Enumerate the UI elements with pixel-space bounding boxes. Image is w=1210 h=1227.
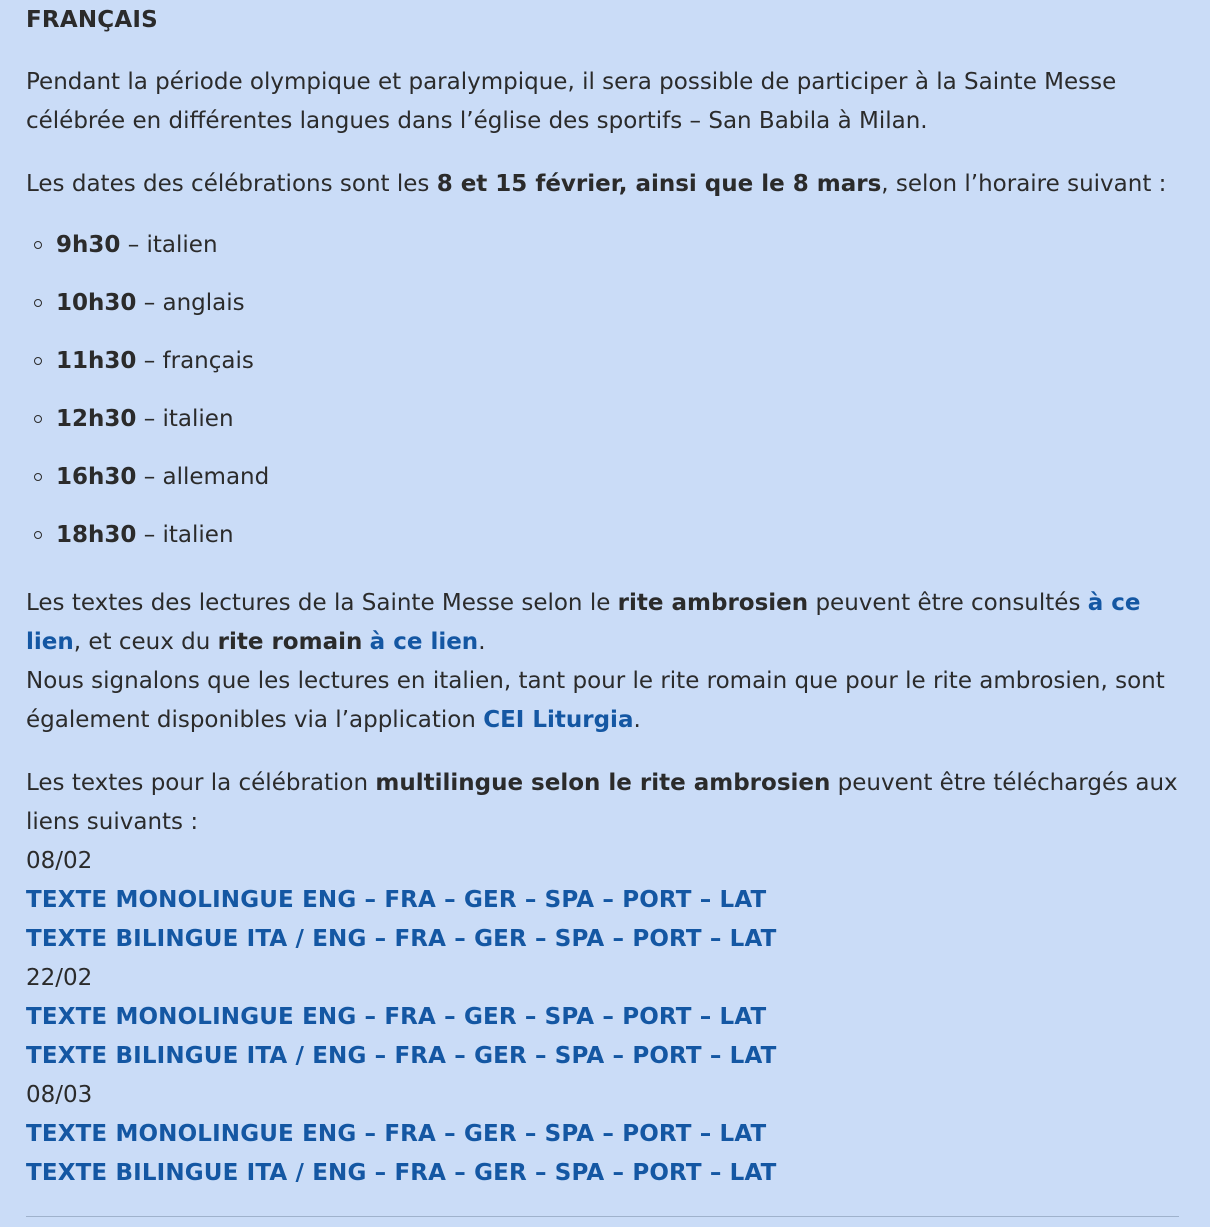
monolingual-text-link[interactable]: TEXTE MONOLINGUE ENG – FRA – GER – SPA – PORT – LAT [26, 887, 767, 913]
readings-text: . [478, 629, 486, 655]
schedule-language: – italien [136, 522, 234, 548]
download-date: 08/02 [26, 848, 93, 874]
circle-bullet-icon [34, 241, 42, 249]
bilingual-text-link[interactable]: TEXTE BILINGUE ITA / ENG – FRA – GER – SPA – PORT – LAT [26, 1160, 777, 1186]
readings-text: peuvent être consultés [808, 590, 1088, 616]
circle-bullet-icon [34, 531, 42, 539]
readings-text: Nous signalons que les lectures en italien, tant pour le rite romain que pour le rite ambrosien, sont également disponibles via l’application [26, 668, 1165, 733]
roman-readings-link[interactable]: à ce lien [369, 629, 479, 655]
readings-paragraph [26, 584, 1186, 740]
schedule-language: – anglais [136, 290, 245, 316]
circle-bullet-icon [34, 357, 42, 365]
dates-suffix: , selon l’horaire suivant : [881, 171, 1167, 197]
schedule-time: 10h30 [56, 290, 137, 316]
multilingual-text: peuvent être téléchargés aux liens suivants : [26, 770, 1178, 835]
bilingual-text-link[interactable]: TEXTE BILINGUE ITA / ENG – FRA – GER – SPA – PORT – LAT [26, 1043, 777, 1069]
bilingual-text-link[interactable]: TEXTE BILINGUE ITA / ENG – FRA – GER – SPA – PORT – LAT [26, 926, 777, 952]
monolingual-text-link[interactable]: TEXTE MONOLINGUE ENG – FRA – GER – SPA – PORT – LAT [26, 1004, 767, 1030]
multilingual-text: Les textes pour la célébration [26, 770, 376, 796]
readings-text: . [633, 707, 641, 733]
schedule-language: – français [136, 348, 254, 374]
circle-bullet-icon [34, 415, 42, 423]
circle-bullet-icon [34, 299, 42, 307]
download-date: 22/02 [26, 965, 93, 991]
schedule-time: 9h30 [56, 232, 121, 258]
schedule-item [26, 226, 1186, 284]
ambrosian-readings-link[interactable]: à ce lien [26, 590, 1141, 655]
readings-text: , et ceux du [73, 629, 218, 655]
downloads-paragraph [26, 764, 1186, 1193]
roman-rite-label: rite romain [217, 629, 363, 655]
mass-schedule-list [26, 226, 1186, 574]
schedule-item [26, 458, 1186, 516]
readings-text [362, 629, 369, 655]
section-divider [26, 1216, 1179, 1217]
readings-text: Les textes des lectures de la Sainte Messe selon le [26, 590, 618, 616]
schedule-item [26, 400, 1186, 458]
schedule-time: 16h30 [56, 464, 137, 490]
dates-paragraph [26, 165, 1186, 204]
schedule-language: – italien [120, 232, 218, 258]
schedule-language: – allemand [136, 464, 270, 490]
schedule-time: 12h30 [56, 406, 137, 432]
section-heading: FRANÇAIS [26, 7, 158, 33]
monolingual-text-link[interactable]: TEXTE MONOLINGUE ENG – FRA – GER – SPA – PORT – LAT [26, 1121, 767, 1147]
download-date: 08/03 [26, 1082, 93, 1108]
schedule-time: 18h30 [56, 522, 137, 548]
schedule-time: 11h30 [56, 348, 137, 374]
dates-prefix: Les dates des célébrations sont les [26, 171, 437, 197]
schedule-item [26, 516, 1186, 574]
dates-bold: 8 et 15 février, ainsi que le 8 mars [436, 171, 882, 197]
cei-liturgia-link[interactable]: CEI Liturgia [483, 707, 634, 733]
schedule-language: – italien [136, 406, 234, 432]
intro-paragraph: Pendant la période olympique et paralympique, il sera possible de participer à la Sainte Messe célébrée en différentes langues dans l’église des sportifs – San Babila à Milan. [26, 69, 1117, 134]
ambrosian-rite-label: rite ambrosien [617, 590, 809, 616]
schedule-item [26, 342, 1186, 400]
schedule-item [26, 284, 1186, 342]
circle-bullet-icon [34, 473, 42, 481]
multilingual-rite-label: multilingue selon le rite ambrosien [375, 770, 831, 796]
